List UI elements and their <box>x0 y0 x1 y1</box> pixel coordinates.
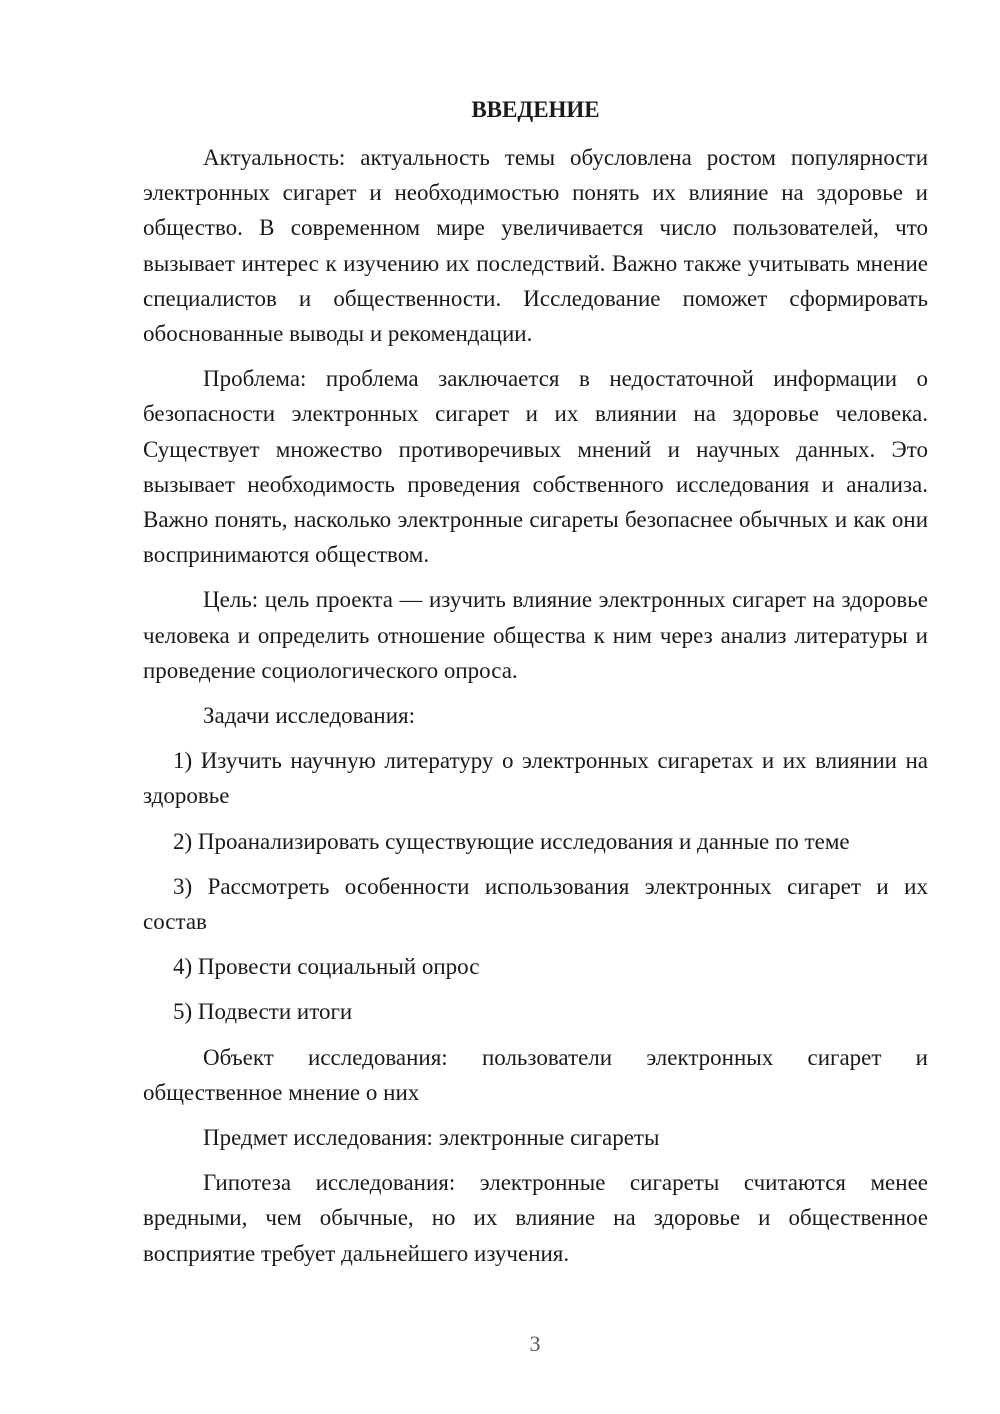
page-title: ВВЕДЕНИЕ <box>471 97 600 122</box>
object-paragraph: Объект исследования: пользователи электронных сигарет и общественное мнение о них <box>143 1044 928 1105</box>
goal-paragraph: Цель: цель проекта — изучить влияние электронных сигарет на здоровье человека и определить отношение общества к ним через анализ литературы и проведение социологического опроса. <box>143 587 928 683</box>
tasks-heading: Задачи исследования: <box>203 703 416 729</box>
task-item-3: 3) Рассмотреть особенности использования электронных сигарет и их состав <box>143 873 928 935</box>
problem-paragraph: Проблема: проблема заключается в недостаточной информации о безопасности электронных сигарет и их влиянии на здоровье человека. Существует множество противоречивых мнений и научных данных. Это вызывает необходимость проведения собственного исследования и анализа. Важно понять, насколько электронные сигареты безопаснее обычных и как они воспринимаются обществом. <box>143 366 928 568</box>
relevance-paragraph: Актуальность: актуальность темы обусловлена ростом популярности электронных сигарет и необходимостью понять их влияние на здоровье и общество. В современном мире увеличивается число пользователей, что вызывает интерес к изучению их последствий. Важно также учитывать мнение специалистов и общественности. Исследование поможет сформировать обоснованные выводы и рекомендации. <box>143 145 928 347</box>
task-item-4: 4) Провести социальный опрос <box>173 954 480 980</box>
page-number: 3 <box>529 1331 541 1356</box>
task-item-2: 2) Проанализировать существующие исследования и данные по теме <box>173 828 850 854</box>
task-item-1: 1) Изучить научную литературу о электронных сигаретах и их влиянии на здоровье <box>143 748 928 809</box>
subject-paragraph: Предмет исследования: электронные сигареты <box>203 1125 660 1151</box>
page-content <box>143 92 928 1281</box>
hypothesis-paragraph: Гипотеза исследования: электронные сигареты считаются менее вредными, чем обычные, но их влияние на здоровье и общественное восприятие требует дальнейшего изучения. <box>143 1170 928 1266</box>
task-item-5: 5) Подвести итоги <box>173 999 353 1025</box>
